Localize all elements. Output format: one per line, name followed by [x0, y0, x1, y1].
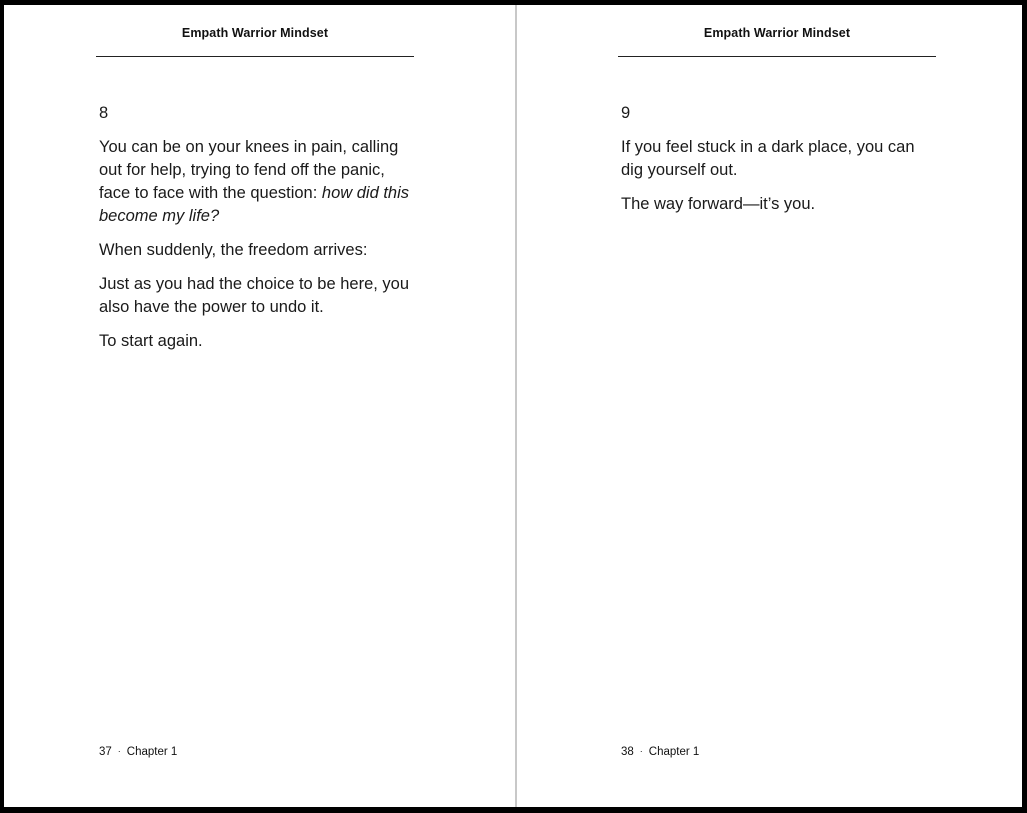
page-number: 38 — [621, 746, 634, 758]
paragraph-italic-text: how did this become my life? — [99, 184, 410, 225]
header-rule — [618, 56, 936, 57]
footer-separator: · — [639, 746, 643, 756]
page-body — [99, 102, 419, 364]
page-body — [621, 102, 941, 227]
paragraph: To start again. — [99, 332, 203, 350]
paragraph-text: You can be on your knees in pain, calling out for help, trying to fend off the panic, face to face with the question: — [99, 138, 399, 202]
chapter-label: Chapter 1 — [648, 746, 700, 758]
footer-separator: · — [117, 746, 121, 756]
right-page — [517, 5, 1022, 807]
paragraph: Just as you had the choice to be here, you also have the power to undo it. — [99, 275, 410, 316]
paragraph — [99, 136, 419, 228]
left-page — [4, 5, 515, 807]
chapter-label: Chapter 1 — [126, 746, 178, 758]
header-rule — [96, 56, 414, 57]
paragraph: When suddenly, the freedom arrives: — [99, 241, 368, 259]
page-footer — [621, 746, 699, 758]
paragraph: The way forward—it’s you. — [621, 195, 816, 213]
page-number: 37 — [99, 746, 112, 758]
running-head: Empath Warrior Mindset — [703, 26, 851, 40]
page-footer — [99, 746, 177, 758]
entry-number: 9 — [621, 104, 631, 122]
running-head: Empath Warrior Mindset — [181, 26, 329, 40]
entry-number: 8 — [99, 104, 109, 122]
paragraph: If you feel stuck in a dark place, you can dig yourself out. — [621, 138, 915, 179]
